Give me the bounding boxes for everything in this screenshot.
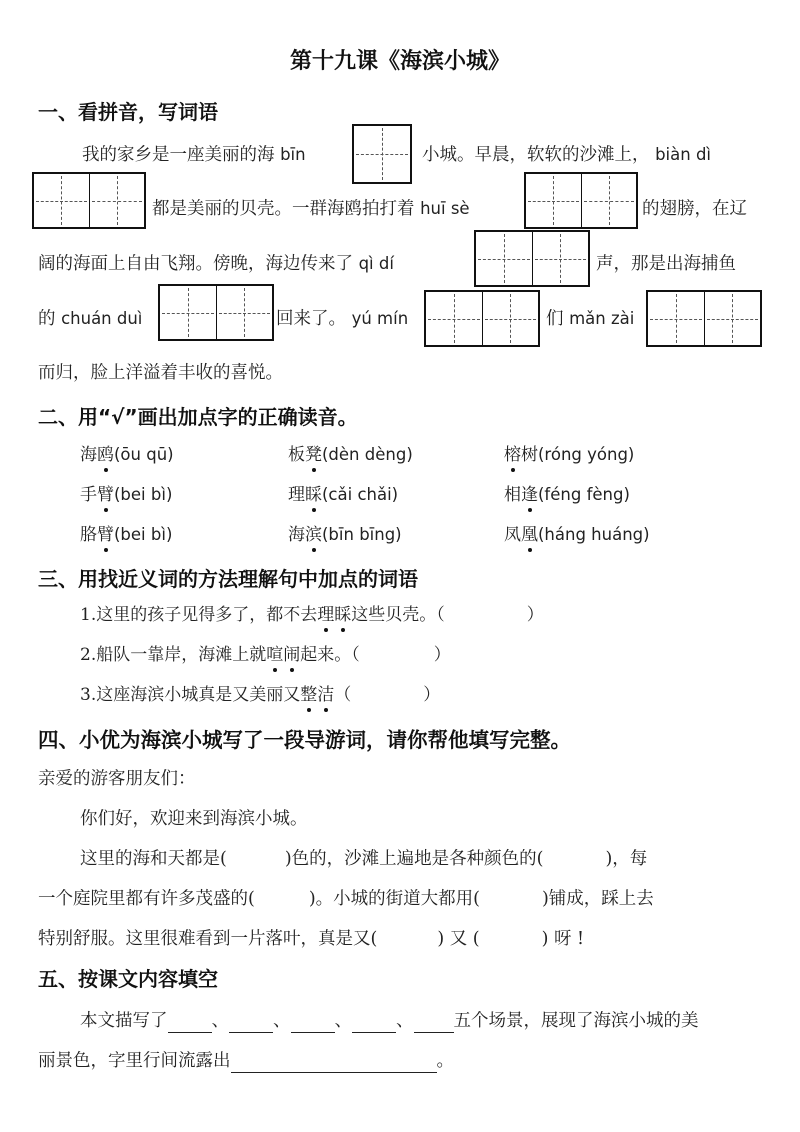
- word-char: 凤: [504, 525, 521, 545]
- dotted-char: 闹: [283, 645, 301, 665]
- section-5-title: 五、按课文内容填空: [38, 967, 218, 991]
- q-text: ）: [526, 605, 544, 625]
- dotted-char: 鸥: [97, 445, 114, 465]
- answer-box-qidi[interactable]: [474, 230, 590, 287]
- pinyin-chuandui: chuán duì: [61, 309, 143, 328]
- s4-paragraph-3: [38, 927, 584, 951]
- word-char: 海: [80, 445, 97, 465]
- dotted-char: 滨: [305, 525, 322, 545]
- pronunciation-item: [504, 483, 630, 507]
- blank-scene-5[interactable]: [414, 1014, 454, 1033]
- answer-box-biandi[interactable]: [32, 172, 146, 229]
- p-text: )铺成，踩上去: [541, 889, 654, 909]
- q-text: 这些贝壳。（: [351, 605, 445, 625]
- s5-line-1: [80, 1009, 699, 1033]
- pronunciation-item: [80, 523, 172, 547]
- pronunciation-item: [504, 443, 634, 467]
- s1-text: 回来了。: [276, 309, 346, 329]
- p-text: 特别舒服。这里很难看到一片落叶，真是又(: [38, 929, 378, 949]
- s1-text: 们: [546, 309, 564, 329]
- dotted-char: 喧: [266, 645, 284, 665]
- pinyin-yumin: yú mín: [351, 309, 409, 328]
- pinyin-options[interactable]: (féng fèng): [538, 485, 630, 504]
- p-text: 这里的海和天都是(: [80, 849, 227, 869]
- s3-question-1: [80, 603, 544, 627]
- p-text: 、: [334, 1011, 352, 1031]
- page-title: 第十九课《海滨小城》: [289, 49, 510, 74]
- p-text: ) 又 (: [437, 929, 480, 949]
- p-text: )，每: [605, 849, 648, 869]
- q-text: 3.这座海滨小城真是又美丽又: [80, 685, 301, 705]
- dotted-char: 睬: [305, 485, 322, 505]
- s4-welcome: 你们好，欢迎来到海滨小城。: [80, 809, 308, 829]
- pronunciation-item: [80, 483, 172, 507]
- s1-line-1a: [82, 143, 306, 167]
- word-char: 板: [288, 445, 305, 465]
- pinyin-huise: huī sè: [420, 199, 470, 218]
- pinyin-options[interactable]: (dèn dèng): [322, 445, 413, 464]
- q-text: （: [334, 685, 352, 705]
- dotted-char: 凳: [305, 445, 322, 465]
- dotted-char: 臂: [97, 525, 114, 545]
- pinyin-qidi: qì dí: [358, 254, 394, 273]
- p-text: )。小城的街道大都用(: [308, 889, 480, 909]
- word-char: 胳: [80, 525, 97, 545]
- pinyin-options[interactable]: (bei bì): [114, 485, 173, 504]
- q-text: 1.这里的孩子见得多了，都不去: [80, 605, 318, 625]
- s1-line-3a: [38, 252, 394, 276]
- s1-text: 我的家乡是一座美丽的海: [82, 145, 275, 165]
- s3-question-3: [80, 683, 440, 707]
- word-char: 树: [521, 445, 538, 465]
- word-char: 手: [80, 485, 97, 505]
- s1-line-4c: [546, 307, 634, 331]
- pronunciation-item: [504, 523, 650, 547]
- s1-line-4b: [276, 307, 408, 331]
- pinyin-options[interactable]: (róng yóng): [538, 445, 635, 464]
- pinyin-bin: bīn: [280, 145, 306, 164]
- pronunciation-item: [288, 523, 402, 547]
- p-text: 、: [211, 1011, 229, 1031]
- dotted-char: 榕: [504, 445, 521, 465]
- s3-question-2: [80, 643, 451, 667]
- s5-line-2: [38, 1049, 454, 1073]
- section-1-title: 一、看拼音，写词语: [38, 100, 218, 124]
- answer-box-bin[interactable]: [352, 124, 412, 184]
- q-text: 起来。（: [300, 645, 360, 665]
- pinyin-biandi: biàn dì: [655, 145, 712, 164]
- blank-scene-2[interactable]: [229, 1014, 273, 1033]
- s1-line-4a: [38, 307, 142, 331]
- blank-feeling[interactable]: [231, 1054, 437, 1073]
- s4-paragraph-1: [80, 847, 647, 871]
- s1-line-2b: 的翅膀，在辽: [642, 199, 747, 219]
- q-text: ）: [433, 645, 451, 665]
- pronunciation-item: [288, 443, 413, 467]
- p-text: 一个庭院里都有许多茂盛的(: [38, 889, 255, 909]
- section-2-title: 二、用“√”画出加点字的正确读音。: [38, 405, 358, 429]
- s1-line-3b: 声，那是出海捕鱼: [596, 254, 736, 274]
- s1-text: 小城。早晨，软软的沙滩上，: [422, 145, 650, 165]
- dotted-char: 睬: [334, 605, 352, 625]
- dotted-char: 洁: [317, 685, 335, 705]
- q-text: ）: [423, 685, 441, 705]
- dotted-char: 整: [300, 685, 318, 705]
- section-3-title: 三、用找近义词的方法理解句中加点的词语: [38, 567, 418, 591]
- s1-text: 阔的海面上自由飞翔。傍晚，海边传来了: [38, 254, 353, 274]
- s1-line-1b: [422, 143, 711, 167]
- s4-paragraph-2: [38, 887, 654, 911]
- s4-greeting: 亲爱的游客朋友们：: [38, 769, 196, 789]
- blank-scene-4[interactable]: [352, 1014, 396, 1033]
- s1-text: 的: [38, 309, 56, 329]
- dotted-char: 臂: [97, 485, 114, 505]
- p-text: )色的，沙滩上遍地是各种颜色的(: [284, 849, 544, 869]
- pronunciation-item: [288, 483, 398, 507]
- s1-line-2a: [152, 197, 470, 221]
- blank-scene-1[interactable]: [168, 1014, 212, 1033]
- blank-scene-3[interactable]: [291, 1014, 335, 1033]
- p-text: ) 呀 !: [541, 929, 585, 949]
- p-text: 。: [436, 1051, 454, 1071]
- pinyin-options[interactable]: (cǎi chǎi): [322, 485, 399, 504]
- q-text: 2.船队一靠岸，海滩上就: [80, 645, 267, 665]
- answer-box-huise[interactable]: [524, 172, 638, 229]
- dotted-char: 理: [317, 605, 335, 625]
- word-char: 海: [288, 525, 305, 545]
- pinyin-options[interactable]: (háng huáng): [538, 525, 650, 544]
- p-text: 本文描写了: [80, 1011, 168, 1031]
- pronunciation-item: [80, 443, 174, 467]
- word-char: 理: [288, 485, 305, 505]
- answer-box-manzai[interactable]: [646, 290, 762, 347]
- pinyin-options[interactable]: (ōu qū): [114, 445, 174, 464]
- pinyin-options[interactable]: (bei bì): [114, 525, 173, 544]
- word-char: 相: [504, 485, 521, 505]
- pinyin-manzai: mǎn zài: [569, 309, 635, 328]
- answer-box-yumin[interactable]: [424, 290, 540, 347]
- dotted-char: 凰: [521, 525, 538, 545]
- p-text: 五个场景，展现了海滨小城的美: [453, 1011, 699, 1031]
- pinyin-options[interactable]: (bīn bīng): [322, 525, 402, 544]
- answer-box-chuandui[interactable]: [158, 284, 274, 341]
- section-4-title: 四、小优为海滨小城写了一段导游词，请你帮他填写完整。: [38, 728, 571, 752]
- p-text: 、: [396, 1011, 414, 1031]
- p-text: 丽景色，字里行间流露出: [38, 1051, 231, 1071]
- s1-text: 都是美丽的贝壳。一群海鸥拍打着: [152, 199, 415, 219]
- s1-line-5: 而归，脸上洋溢着丰收的喜悦。: [38, 363, 283, 383]
- p-text: 、: [273, 1011, 291, 1031]
- dotted-char: 逢: [521, 485, 538, 505]
